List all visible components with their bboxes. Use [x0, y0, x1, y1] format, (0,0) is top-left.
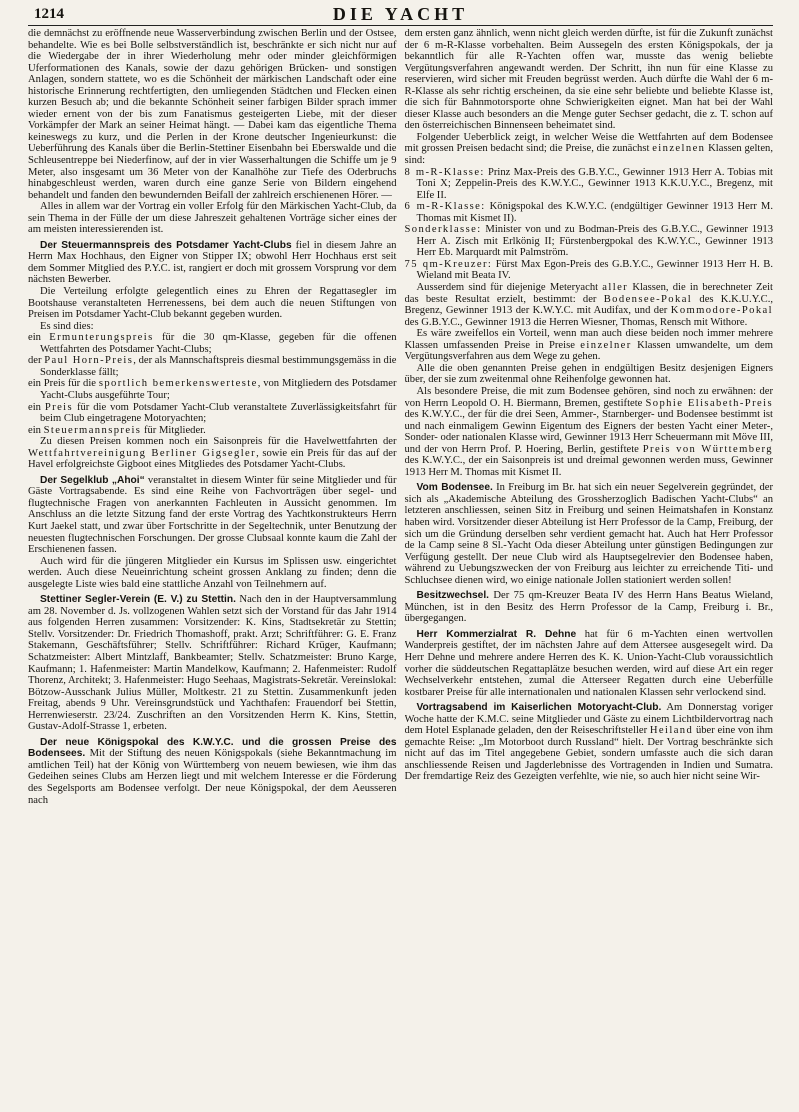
- list-item: ein Steuermannspreis für Mitglieder.: [28, 424, 206, 436]
- article-text: veranstaltet in diesem Winter für seine Mitglieder und für Gäste Vortragsabende. Es sind eine Reihe von Fachvorträgen über segel- und flugtechnische Fragen von anerkannten Fachleuten in Aussicht genommen. Im Anschluss an die letzte Sitzung fand der erste Vortrag des Yachtkonstrukteurs Herrn Kurt Jaekel statt, und zwar über Fortschritte in der Segeltechnik, unter Benutzung der neuesten flugtechnischen Forschungen. Der grosse Clubsaal konnte kaum die Zahl der Erschienenen fassen.: [28, 474, 397, 556]
- page-header: [28, 4, 773, 26]
- article-stettiner-segler-verein: [28, 594, 397, 733]
- article-text: In Freiburg im Br. hat sich ein neuer Segelverein gegründet, der sich als „Akademische Abteilung des Grossherzoglich Badischen Yacht-Clubs“ an letzteren anschliessen, seinen Sitz in Freiburg und seinen Heimatshafen in Konstanz haben wird. Vorsitzender dieser Abteilung ist Herr Professor de la Camp, Freiburg, der sich um die Gründung derselben sehr verdient gemacht hat. Auch hat Herr Professor de la Camp seine 8 Sl.-Yacht Oda dieser Abteilung unter günstigen Bedingungen zur Verfügung gestellt. Der neue Club wird als Hauptsegelrevier den Bodensee haben, während zu Uebungszwecken der von Freiburg aus leichter zu erreichende Titi- und Schluchsee dienen wird, wo einige nationale Jollen stationiert werden sollen!: [404, 482, 773, 586]
- article-text: Mit der Stiftung des neuen Königspokals (siehe Bekanntmachung im amtlichen Teil) hat der König von Württemberg von neuem bewiesen, wie ihm das Gedeihen seines Clubs am Herzen liegt und mit welchem Interesse er die Förderung des Segelsports am Bodensee verfolgt. Der neue Königspokal, der dem Aeusseren nach: [28, 748, 397, 806]
- article-heading: Der neue Königspokal des K.W.Y.C. und die grossen Preise des Bodensees.: [28, 736, 397, 760]
- list-item: ein Preis für die vom Potsdamer Yacht-Club veranstaltete Zuverlässigkeitsfahrt für beim Club eingetragene Motoryachten;: [28, 401, 397, 425]
- article-besitzwechsel: [405, 590, 774, 625]
- paragraph: Alle die oben genannten Preise gehen in endgültigen Besitz desjenigen Eigners über, der sie zum zweitenmal ohne Reihenfolge gewonnen hat.: [404, 362, 773, 386]
- article-vom-bodensee: [405, 482, 774, 586]
- list-item: der Paul Horn-Preis, der als Mannschaftspreis diesmal bestimmungsgemäss in die Sonderklasse fällt;: [28, 355, 397, 378]
- article-text: fiel in diesem Jahre an Herrn Max Hochhaus, den Eigner von Stipper IX; obwohl Herr Hochhaus erst seit dem Sommer Mitglied des P.Y.C. ist, rangiert er doch mit grossem Vorsprung vor dem nächsten Bewerber.: [28, 239, 397, 286]
- prize-list-item: 75 qm-Kreuzer: Fürst Max Egon-Preis des G.B.Y.C., Gewinner 1913 Herr H. B. Wieland mit Beata IV.: [404, 258, 773, 282]
- right-column: [405, 28, 774, 1108]
- paragraph: die demnächst zu eröffnende neue Wasserverbindung zwischen Berlin und der Ostsee, behandelte. Wie es bei Bolle selbstverständlich ist, beschränkte er sich nicht nur auf die Wiedergabe der in ihrer Wiederholung mehr oder minder gleichförmigen Uferformationen des Kanals, sowie der dazu gehörigen Brücken- und sonstigen Anlagen, sondern stattete, wo es die Schönheit der märkischen Landschaft oder eine historische Erinnerung rechtfertigten, den umliegenden Städtchen und Flecken einen kurzen Besuch ab; und die bekannte Schönheit seiner farbigen Bilder sprach immer wieder ernent von der bis zum Fanatismus gesteigerten Liebe, mit der dieser Vorkämpfer der Mark an seiner Heimat hängt. — Dabei kam das eigentliche Thema keineswegs zu kurz, und die Perlen in der Krone deutscher Ingenieurkunst: die Ueberführung des Kanals über die Berlin-Stettiner Eisenbahn bei Eberswalde und die Schleusentreppe bei Niederfinow, auf der in vier Wasserhaltungen die Schiffe um je 9 Meter, also insgesamt um 36 Meter von der Kanalhöhe zur Tiefe des Oderbruchs hinabgeschleust werden, waren durch eine ganze Serie von Bildern eingehend behandelt und fanden den bewundernden Beifall der zahlreich erschienenen Hörer. —: [28, 28, 397, 201]
- paragraph: Ausserdem sind für diejenige Meteryacht aller Klassen, die in berechneter Zeit das beste Resultat erzielt, bestimmt: der Bodensee-Pokal des K.K.U.Y.C., Bregenz, Gewinner 1913 der K.W.Y.C. mit Audifax, und der Kommodore-Pokal des G.B.Y.C., Gewinner 1913 die Herren Wiesner, Thomas, Rensch mit Withore.: [404, 282, 773, 328]
- article-heading: Der Segelklub „Ahoi“: [40, 474, 145, 486]
- article-dehne: [405, 629, 774, 698]
- paragraph: Es sind dies:: [40, 320, 94, 332]
- article-segelklub-ahoi: [28, 475, 397, 556]
- article-heading: Herr Kommerzialrat R. Dehne: [416, 628, 577, 640]
- article-text: Nach den in der Hauptversammlung am 28. November d. Js. vollzogenen Wahlen setzt sich der Vorstand für das Jahr 1914 aus folgenden Herren zusammen: Vorsitzender: K. Kins, Stadtsekretär zu Stettin; Stellv. Vorsitzender: Dr. Friedrich Thomashoff, prakt. Arzt; Schriftführer: G. E. Franz Stakemann, Geschäftsführer; Stellv. Schriftführer: Richard Krüger, Kaufmann; Schatzmeister: Albert Mintzlaff, Bankbeamter; Stellv. Schatzmeister: Bruno Karge, Kaufmann; 1. Hafenmeister: Martin Mandelkow, Kaufmann; 2. Hafenmeister: Rudolf Thorenz, Architekt; 3. Hafenmeister: Hugo Seehaas, Magistrats-Sekretär. Vereinslokal: Bötzow-Ausschank Julius Müller, Moltkestr. 21 zu Stettin. Zusammenkunft jeden Freitag, abends 9 Uhr. Vereinsgrundstück und Yachthafen: Frauendorf bei Stettin, Herrenwieserstr. 23/24. Zuschriften an den Vorsitzenden Herrn K. Kins, Stettin, Gustav-Adolf-Strasse 1, erbeten.: [28, 594, 397, 733]
- paragraph: Die Verteilung erfolgte gelegentlich eines zu Ehren der Regattasegler im Bootshause veranstalteten Herrenessens, bei dem auch die neuen Stiftungen von Preisen im Potsdamer Yacht-Club bekannt gegeben wurden.: [28, 286, 397, 321]
- article-koenigspokal: [28, 737, 397, 806]
- article-heading: Stettiner Segler-Verein (E. V.) zu Stettin.: [40, 594, 236, 606]
- left-column: [28, 28, 397, 1108]
- prize-list-item: Sonderklasse: Minister von und zu Bodman-Preis des G.B.Y.C., Gewinner 1913 Herr A. Zisch mit Erlkönig II; Fürstenbergpokal des K.W.Y.C., Gewinner 1913 Herr Eb. Marquardt mit Palmström.: [404, 224, 773, 259]
- header-rule: [28, 25, 773, 26]
- paragraph: Alles in allem war der Vortrag ein voller Erfolg für den Märkischen Yacht-Club, da sein Thema in der Fülle der um diese Jahreszeit gehaltenen Vorträge sicher eines der am meisten interessierenden ist.: [28, 201, 397, 236]
- paragraph: dem ersten ganz ähnlich, wenn nicht gleich werden dürfte, ist für die Zukunft zunächst der 6 m-R-Klasse vorbehalten. Beim Aussegeln des ersten Königspokals, der ja bekanntlich für alle R-Yachten offen war, musste das wenig beliebte Vergütungsverfahren angewandt werden. Der Schritt, ihn nun für eine Klasse zu reservieren, wird sicher mit Freuden begrüsst werden. Auch dürfte die Wahl der 6 m-R-Klasse als sehr richtig erscheinen, da sie eine sehr beliebte und beliebte Klasse ist, die sich für Bahnmotorsporte ohne Schwierigkeiten eignet. Man hat bei der Wahl dieser Klasse auch besonders an die Menge guter Sechser gedacht, die z. T. schon auf den österreichischen Binnenseen beheimatet sind.: [404, 28, 773, 132]
- article-heading: Vortragsabend im Kaiserlichen Motoryacht-Club.: [416, 702, 662, 714]
- running-title: DIE YACHT: [332, 4, 469, 24]
- article-heading: Besitzwechsel.: [416, 590, 489, 602]
- paragraph: Folgender Ueberblick zeigt, in welcher Weise die Wettfahrten auf dem Bodensee mit grossen Preisen bedacht sind; die Preise, die zunächst einzelnen Klassen gelten, sind:: [404, 131, 773, 167]
- paragraph: Als besondere Preise, die mit zum Bodensee gehören, sind noch zu erwähnen: der von Herrn Leopold O. H. Biermann, Bremen, gestiftete Sophie Elisabeth-Preis des K.W.Y.C., der für die drei Seen, Ammer-, Starnberger- und Bodensee bestimmt ist und nach einmaligem Gewinn Eigentum des Eigners der besten Yacht einer Meter-, Sonder- oder nationalen Klasse wird, Gewinner 1913 Herr Scheuermann mit Möve III, und der von Herrn Prof. P. Hoering, Berlin, gestiftete Preis von Württemberg des K.W.Y.C., der ein Saisonpreis ist und dreimal gewonnen werden muss, Gewinner 1913 Herr M. Thomas mit Kismet II.: [404, 385, 773, 478]
- paragraph: Es wäre zweifellos ein Vorteil, wenn man auch diese beiden noch immer mehrere Klassen umfassenden Preise in Preise einzelner Klassen umwandelte, um dem Vergütungsverfahren aus dem Wege zu gehen.: [404, 328, 773, 363]
- paragraph: Auch wird für die jüngeren Mitglieder ein Kursus im Splissen usw. eingerichtet werden. Auch diese Neueinrichtung scheint grossen Anklang zu finden; denn die ausgelegte Liste wies bald eine stattliche Anzahl von Teilnehmern auf.: [28, 555, 397, 590]
- article-vortragsabend: Vortragsabend im Kaiserlichen Motoryacht-Club. Am Donnerstag voriger Woche hatte der K.M.C. seine Mitglieder und Gäste zu einem Lichtbildervortrag nach dem Hotel Esplanade geladen, den der Reiseschriftsteller Heiland über eine von ihm gemachte Reise: „Im Motorboot durch Russland“ hielt. Der Vortrag beschränkte sich nicht auf das im Titel angegebene Gebiet, sondern umfasste auch die sich daran anschliessende Reisen und Jagderlebnisse des Vortragenden in Indien und Sumatra. Der fremdartige Reiz des Gezeigten verfehlte, wie nie, so auch hier nicht seine Wir-: [404, 702, 773, 783]
- article-text: hat für 6 m-Yachten einen wertvollen Wanderpreis gestiftet, der im nächsten Jahre auf dem Attersee ausgesegelt wird. Da Herr Dehne und mehrere andere Herren des K. K. Union-Yacht-Club voraussichtlich vorher die süddeutschen Regattaplätze besuchen werden, wird auf diese Art ein reger Wechselverkehr entstehen, zumal die Atterseer Regatten durch eine Ueberfülle kostbarer Preise für alle internationalen und nationalen Klassen sehr verlockend sind.: [404, 628, 773, 698]
- article-heading: Der Steuermannspreis des Potsdamer Yacht-Clubs: [40, 239, 292, 251]
- list-item: ein Preis für die sportlich bemerkenswerteste, von Mitgliedern des Potsdamer Yacht-Clubs ausgeführte Tour;: [28, 378, 397, 401]
- list-item: ein Ermunterungspreis für die 30 qm-Klasse, gegeben für die offenen Wettfahrten des Potsdamer Yacht-Clubs;: [28, 332, 397, 355]
- article-text: Der 75 qm-Kreuzer Beata IV des Herrn Hans Beatus Wieland, München, ist in den Besitz des Herrn Professor de la Camp, Freiburg i. Br., übergegangen.: [404, 590, 773, 625]
- prize-list-item: 6 m-R-Klasse: Königspokal des K.W.Y.C. (endgültiger Gewinner 1913 Herr M. Thomas mit Kismet II).: [404, 201, 773, 224]
- article-steuermannspreis: [28, 240, 397, 286]
- page-number: 1214: [34, 6, 64, 22]
- prize-list-item: 8 m-R-Klasse: Prinz Max-Preis des G.B.Y.C., Gewinner 1913 Herr A. Tobias mit Toni X; Zeppelin-Preis des K.W.Y.C., Gewinner 1913 K.K.U.Y.C., Bregenz, mit Elfe II.: [404, 166, 773, 201]
- paragraph: Zu diesen Preisen kommen noch ein Saisonpreis für die Havelwettfahrten der Wettfahrtvereinigung Berliner Gigsegler, sowie ein Preis für das auf der Havel erfolgreichste Gigboot eines Mitgliedes des Potsdamer Yacht-Clubs.: [28, 436, 397, 471]
- article-heading: Vom Bodensee.: [416, 482, 493, 494]
